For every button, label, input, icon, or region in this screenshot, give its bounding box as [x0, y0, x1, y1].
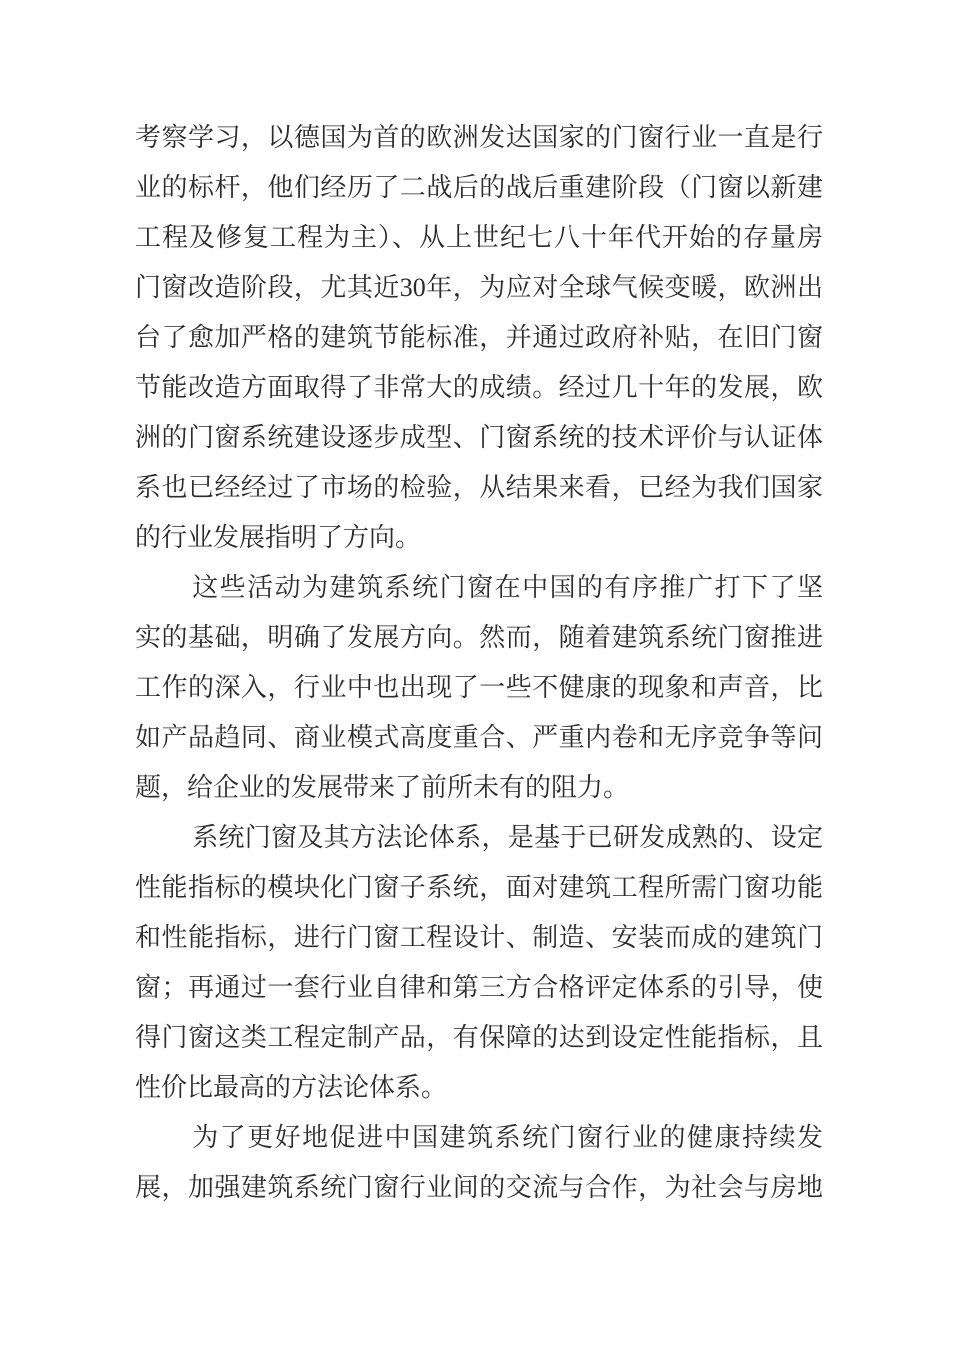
text-line: 得门窗这类工程定制产品，有保障的达到设定性能指标，且 [135, 1023, 823, 1052]
text-line: 题，给企业的发展带来了前所未有的阻力。 [135, 773, 630, 802]
text-line: 性能指标的模块化门窗子系统，面对建筑工程所需门窗功能 [135, 873, 823, 902]
text-line: 工程及修复工程为主）、从上世纪七八十年代开始的存量房 [135, 223, 823, 252]
text-line: 为了更好地促进中国建筑系统门窗行业的健康持续发 [192, 1123, 823, 1152]
text-line: 考察学习，以德国为首的欧洲发达国家的门窗行业一直是行 [135, 123, 823, 152]
paragraph [135, 813, 823, 1113]
paragraph [135, 1113, 823, 1213]
text-line: 这些活动为建筑系统门窗在中国的有序推广打下了坚 [192, 573, 823, 602]
text-line: 工作的深入，行业中也出现了一些不健康的现象和声音，比 [135, 673, 823, 702]
text-line: 业的标杆，他们经历了二战后的战后重建阶段（门窗以新建 [135, 173, 823, 202]
text-line: 洲的门窗系统建设逐步成型、门窗系统的技术评价与认证体 [135, 423, 823, 452]
text-line: 窗；再通过一套行业自律和第三方合格评定体系的引导，使 [135, 973, 823, 1002]
text-line: 系统门窗及其方法论体系，是基于已研发成熟的、设定 [192, 823, 823, 852]
paragraph [135, 113, 823, 563]
text-line: 如产品趋同、商业模式高度重合、严重内卷和无序竞争等问 [135, 723, 823, 752]
text-line: 和性能指标，进行门窗工程设计、制造、安装而成的建筑门 [135, 923, 823, 952]
text-line: 的行业发展指明了方向。 [135, 523, 422, 552]
text-line: 节能改造方面取得了非常大的成绩。经过几十年的发展，欧 [135, 373, 823, 402]
text-line: 台了愈加严格的建筑节能标准，并通过政府补贴，在旧门窗 [135, 323, 823, 352]
text-line: 系也已经经过了市场的检验，从结果来看，已经为我们国家 [135, 473, 823, 502]
text-line: 性价比最高的方法论体系。 [135, 1073, 448, 1102]
text-line: 实的基础，明确了发展方向。然而，随着建筑系统门窗推进 [135, 623, 823, 652]
paragraph [135, 563, 823, 813]
text-body [135, 113, 823, 1213]
text-line: 门窗改造阶段，尤其近30年，为应对全球气候变暖，欧洲出 [135, 273, 823, 302]
text-line: 展，加强建筑系统门窗行业间的交流与合作，为社会与房地 [135, 1173, 823, 1202]
